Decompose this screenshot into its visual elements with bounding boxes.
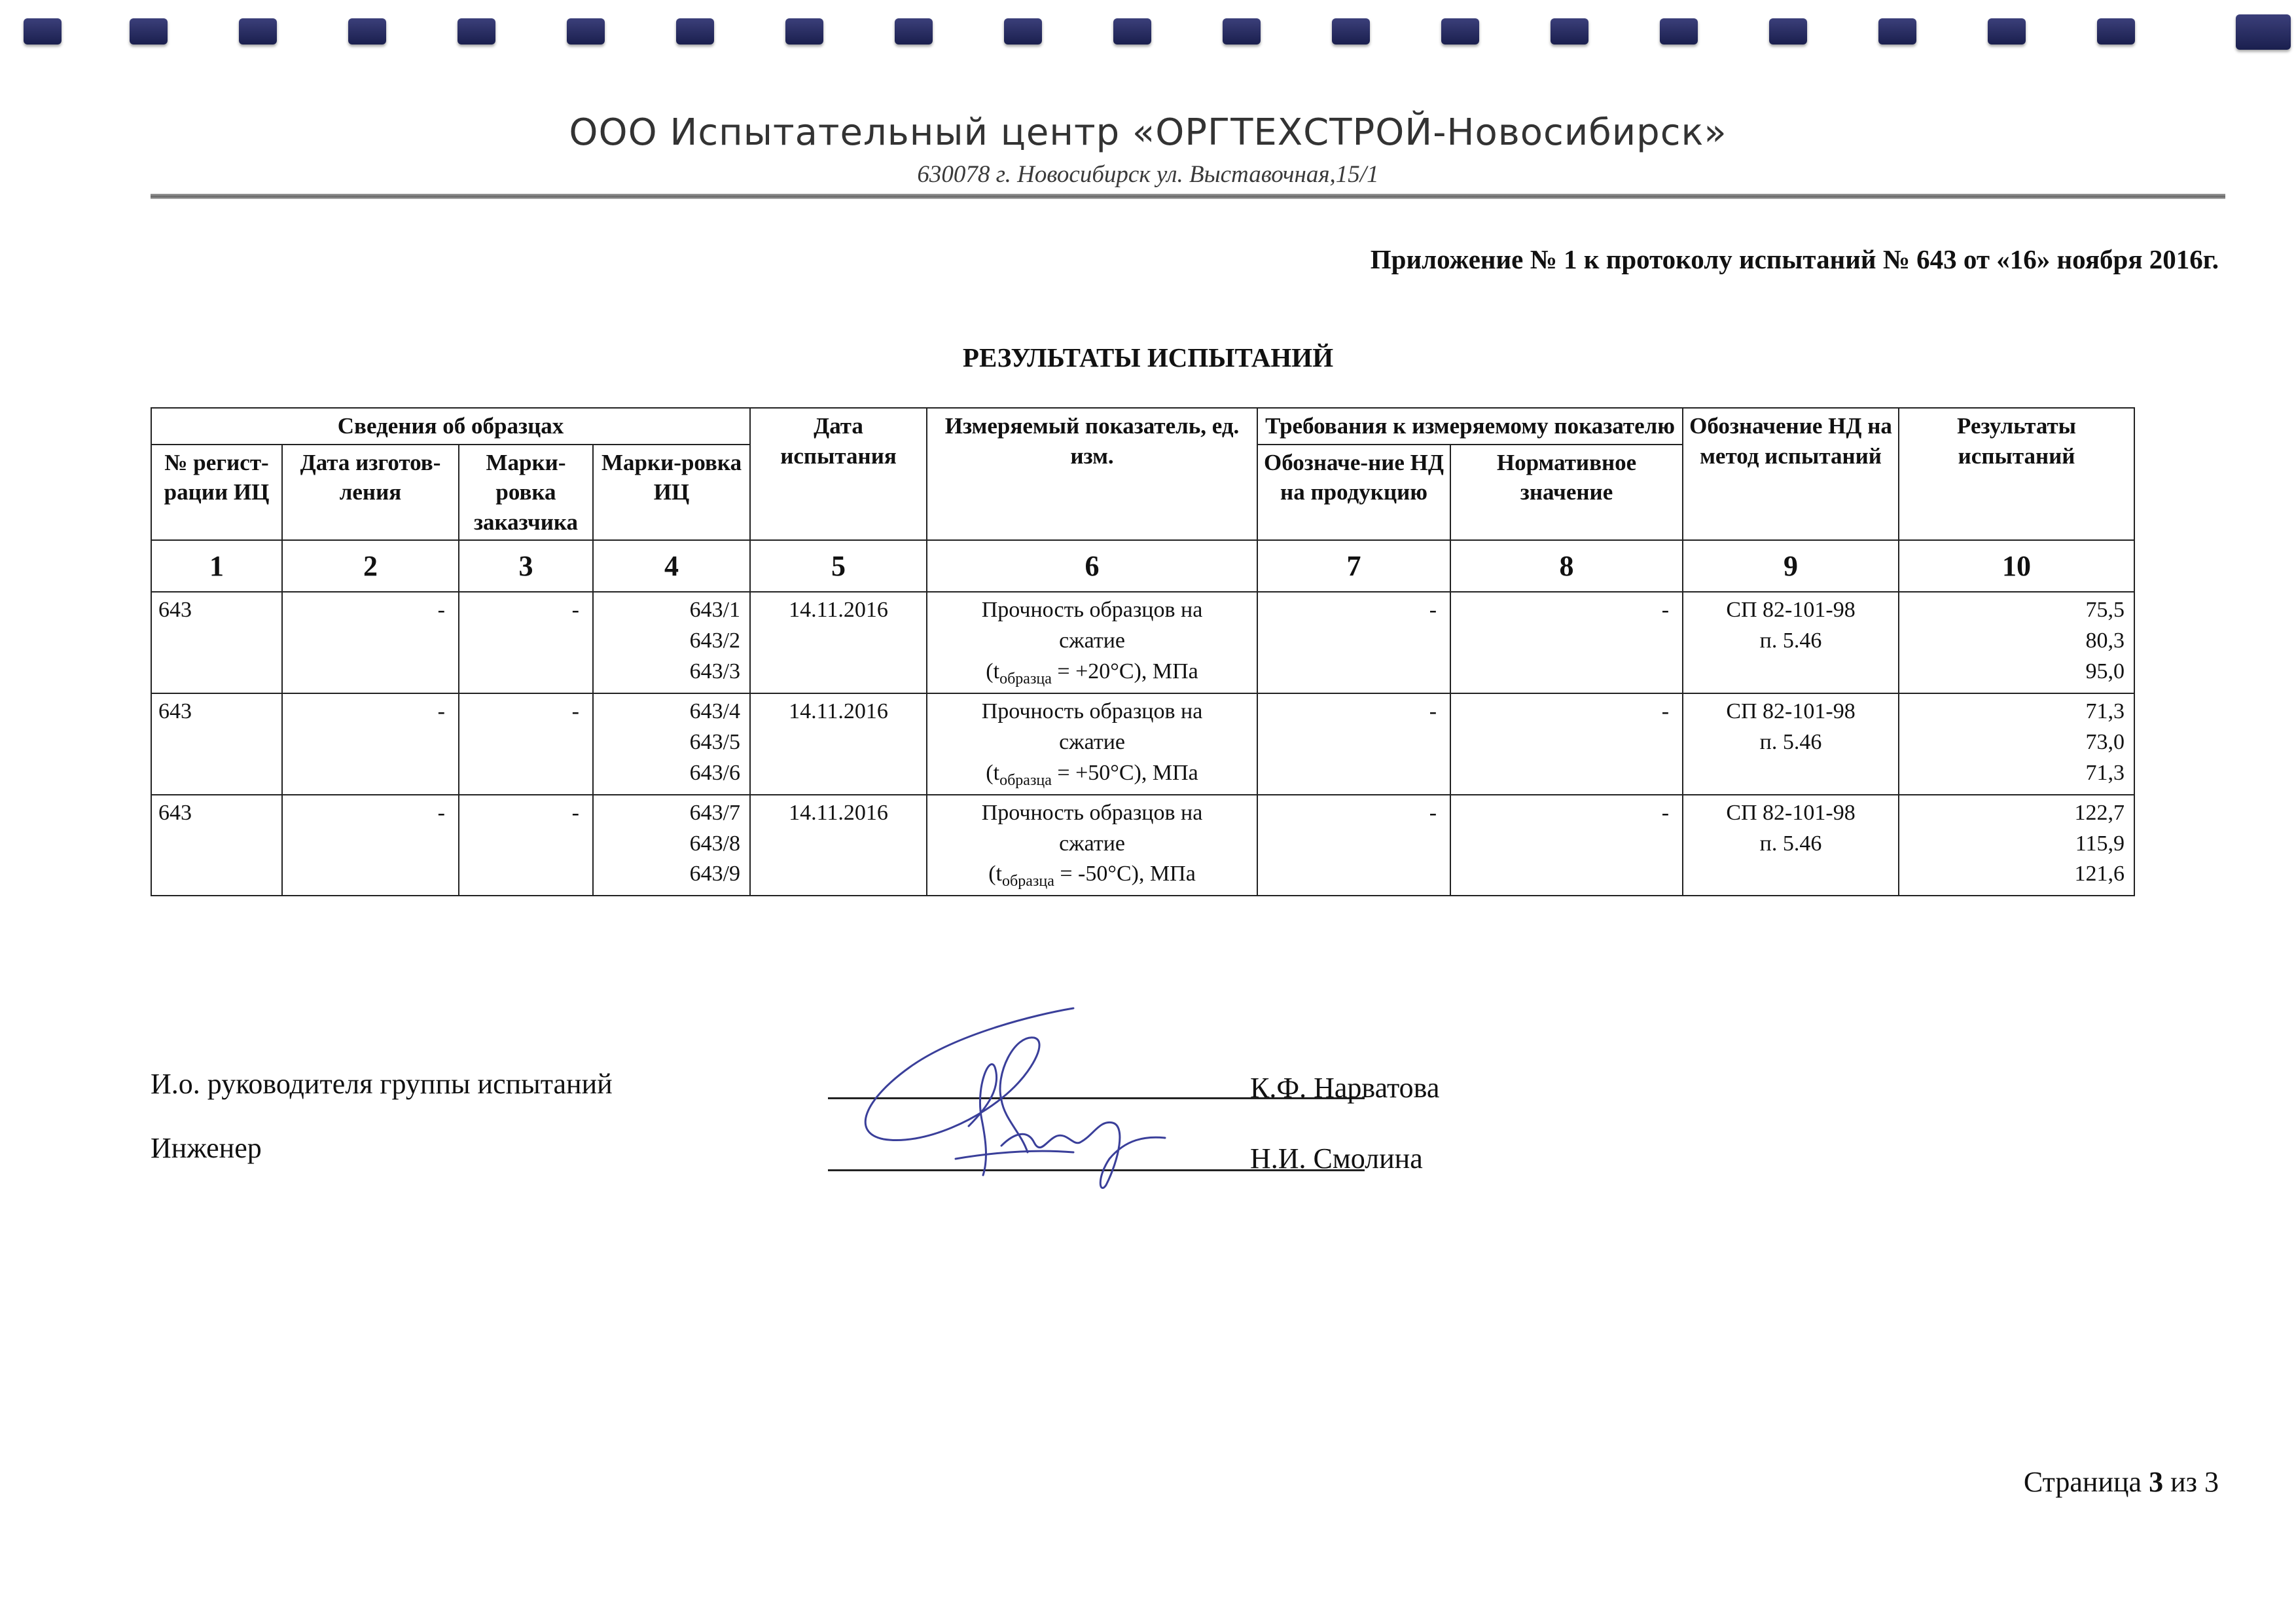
cell-indicator (927, 592, 1257, 693)
binding-mark (24, 18, 62, 45)
header-divider (151, 194, 2225, 199)
header-samples-group: Сведения об образцах (151, 408, 750, 445)
column-number: 1 (151, 540, 282, 592)
cell-reg-no: 643 (151, 693, 282, 795)
table-row (151, 592, 2134, 693)
binding-mark (1660, 18, 1698, 45)
cell-lab-marks (593, 795, 750, 896)
appendix-line: Приложение № 1 к протоколу испытаний № 643 от «16» ноября 2016г. (1370, 244, 2219, 274)
cell-test-date: 14.11.2016 (750, 592, 927, 693)
cell-method (1683, 693, 1899, 795)
binding-mark (785, 18, 823, 45)
method-clause: п. 5.46 (1759, 629, 1822, 653)
binding-mark (895, 18, 933, 45)
organization-address: 630078 г. Новосибирск ул. Выставочная,15/1 (917, 161, 1379, 188)
column-number: 3 (459, 540, 593, 592)
cell-made-date: - (282, 795, 459, 896)
lab-mark: 643/5 (689, 729, 741, 754)
binding-strip (24, 14, 2296, 54)
cell-reg-no: 643 (151, 592, 282, 693)
lab-mark: 643/4 (689, 699, 741, 723)
signature-stroke (969, 1064, 997, 1175)
subscript-sample: образца (999, 670, 1052, 687)
handwritten-signature (838, 989, 1178, 1198)
binding-mark (1441, 18, 1479, 45)
cell-product-nd: - (1257, 795, 1450, 896)
cell-indicator (927, 693, 1257, 795)
column-number: 2 (282, 540, 459, 592)
header-requirements-group: Требования к измеряемому показателю (1257, 408, 1683, 445)
method-clause: п. 5.46 (1759, 729, 1822, 754)
cell-results (1899, 795, 2134, 896)
cell-reg-no: 643 (151, 795, 282, 896)
cell-indicator (927, 795, 1257, 896)
binding-mark (1223, 18, 1261, 45)
document-title: РЕЗУЛЬТАТЫ ИСПЫТАНИЙ (962, 342, 1334, 373)
method-code: СП 82-101-98 (1726, 800, 1856, 825)
cell-test-date: 14.11.2016 (750, 693, 927, 795)
binding-mark (239, 18, 277, 45)
binding-mark (348, 18, 386, 45)
result-value: 80,3 (2085, 629, 2125, 653)
binding-mark (1769, 18, 1807, 45)
binding-mark (1004, 18, 1042, 45)
header-normative: Нормативное значение (1450, 445, 1683, 541)
binding-mark (676, 18, 714, 45)
total-pages: 3 (2204, 1466, 2219, 1498)
cell-lab-marks (593, 693, 750, 795)
column-number: 5 (750, 540, 927, 592)
lab-mark: 643/9 (689, 862, 741, 886)
result-value: 122,7 (2074, 800, 2125, 825)
binding-mark (457, 18, 495, 45)
column-number: 7 (1257, 540, 1450, 592)
cell-product-nd: - (1257, 693, 1450, 795)
result-value: 71,3 (2085, 760, 2125, 785)
binding-mark (2097, 18, 2135, 45)
header-results: Результаты испытаний (1899, 408, 2134, 540)
header-test-date: Дата испытания (750, 408, 927, 540)
header-method: Обозначение НД на метод испытаний (1683, 408, 1899, 540)
header-lab-mark: Марки-ровка ИЦ (593, 445, 750, 541)
header-reg-no: № регист-рации ИЦ (151, 445, 282, 541)
binding-mark (1988, 18, 2026, 45)
binding-mark (567, 18, 605, 45)
signer-position: Инженер (151, 1132, 262, 1164)
cell-customer-mark: - (459, 795, 593, 896)
cell-made-date: - (282, 693, 459, 795)
indicator-line: сжатие (1059, 729, 1125, 754)
cell-product-nd: - (1257, 592, 1450, 693)
cell-customer-mark: - (459, 592, 593, 693)
column-number: 6 (927, 540, 1257, 592)
signer-name: К.Ф. Нарватова (1250, 1072, 1440, 1104)
binding-mark (130, 18, 168, 45)
cell-lab-marks (593, 592, 750, 693)
cell-results (1899, 693, 2134, 795)
column-number: 8 (1450, 540, 1683, 592)
cell-customer-mark: - (459, 693, 593, 795)
signer-name: Н.И. Смолина (1250, 1142, 1423, 1175)
cell-normative: - (1450, 693, 1683, 795)
lab-mark: 643/8 (689, 831, 741, 856)
table-row (151, 693, 2134, 795)
header-customer-mark: Марки-ровка заказчика (459, 445, 593, 541)
method-code: СП 82-101-98 (1726, 699, 1856, 723)
cell-normative: - (1450, 795, 1683, 896)
cell-method (1683, 795, 1899, 896)
method-code: СП 82-101-98 (1726, 598, 1856, 623)
lab-mark: 643/3 (689, 659, 741, 684)
header-product-nd: Обозначе-ние НД на продукцию (1257, 445, 1450, 541)
method-clause: п. 5.46 (1759, 831, 1822, 856)
cell-test-date: 14.11.2016 (750, 795, 927, 896)
cell-made-date: - (282, 592, 459, 693)
cell-method (1683, 592, 1899, 693)
indicator-line: Прочность образцов на (981, 699, 1203, 723)
header-made-date: Дата изготов-ления (282, 445, 459, 541)
binding-mark (1332, 18, 1370, 45)
signer-position: И.о. руководителя группы испытаний (151, 1068, 613, 1100)
lab-mark: 643/2 (689, 629, 741, 653)
cell-normative: - (1450, 592, 1683, 693)
indicator-temperature: $(t_{образца} = +20^\circ С)$, МПа (986, 659, 1198, 687)
binding-mark (1551, 18, 1588, 45)
indicator-line: сжатие (1059, 831, 1125, 856)
signature-stroke (956, 1151, 1073, 1159)
indicator-line: сжатие (1059, 629, 1125, 653)
result-value: 115,9 (2075, 831, 2125, 856)
subscript-sample: образца (1002, 873, 1054, 890)
lab-mark: 643/6 (689, 760, 741, 785)
result-value: 75,5 (2085, 598, 2125, 623)
indicator-temperature: $(t_{образца} = -50^\circ С)$, МПа (988, 862, 1196, 890)
binding-mark (1113, 18, 1151, 45)
table-row (151, 795, 2134, 896)
result-value: 73,0 (2085, 729, 2125, 754)
column-number: 4 (593, 540, 750, 592)
indicator-line: Прочность образцов на (981, 800, 1203, 825)
result-value: 71,3 (2085, 699, 2125, 723)
page-counter: Страница 3 из 3 (2023, 1466, 2219, 1498)
current-page: 3 (2149, 1466, 2164, 1498)
cell-results (1899, 592, 2134, 693)
column-number: 10 (1899, 540, 2134, 592)
header-indicator: Измеряемый показатель, ед. изм. (927, 408, 1257, 540)
indicator-line: Прочность образцов на (981, 598, 1203, 623)
signature-stroke (865, 1008, 1073, 1152)
subscript-sample: образца (999, 771, 1052, 789)
indicator-temperature: $(t_{образца} = +50^\circ С)$, МПа (986, 760, 1198, 789)
binding-mark (1878, 18, 1916, 45)
result-value: 95,0 (2085, 659, 2125, 684)
result-value: 121,6 (2074, 862, 2125, 886)
results-table (151, 407, 2135, 896)
organization-name: ООО Испытательный центр «ОРГТЕХСТРОЙ-Новосибирск» (569, 111, 1727, 154)
lab-mark: 643/1 (689, 598, 741, 623)
binding-mark (2236, 14, 2291, 50)
column-number: 9 (1683, 540, 1899, 592)
signature-stroke (1001, 1122, 1165, 1188)
lab-mark: 643/7 (689, 800, 741, 825)
